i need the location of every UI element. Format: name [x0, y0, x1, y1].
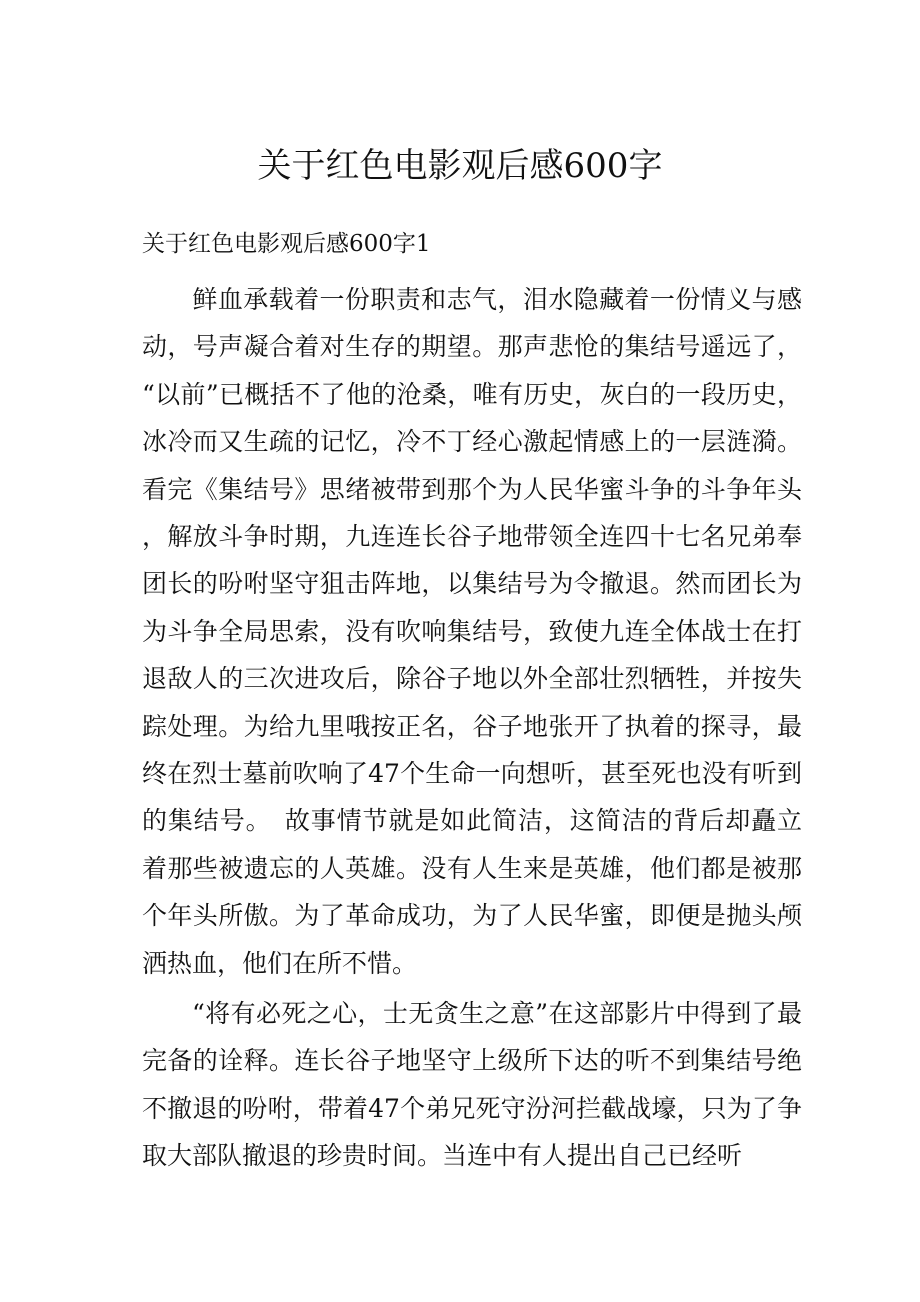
body-paragraph-2 [142, 990, 802, 1180]
document-title: 关于红色电影观后感600字 [257, 146, 663, 186]
paragraph-text: “将有必死之心，士无贪生之意”在这部影片中得到了最完备的诠释。连长谷子地坚守上级所下达的听不到集结号绝不撤退的吩咐，带着47个弟兄死守汾河拦截战壕，只为了争取大部队撤退的珍贵时间。当连中有人提出自己已经听 [142, 999, 802, 1171]
paragraph-text: 鲜血承载着一份职责和志气，泪水隐藏着一份情义与感动，号声凝合着对生存的期望。那声悲怆的集结号遥远了，“以前”已概括不了他的沧桑，唯有历史，灰白的一段历史，冰冷而又生疏的记忆，冷不丁经心激起情感上的一层涟漪。看完《集结号》思绪被带到那个为人民华蜜斗争的斗争年头，解放斗争时期，九连连长谷子地带领全连四十七名兄弟奉团长的吩咐坚守狙击阵地，以集结号为令撤退。然而团长为为斗争全局思索，没有吹响集结号，致使九连全体战士在打退敌人的三次进攻后，除谷子地以外全部壮烈牺牲，并按失踪处理。为给九里哦按正名，谷子地张开了执着的探寻，最终在烈士墓前吹响了47个生命一向想听，甚至死也没有听到的集结号。 故事情节就是如此简洁，这简洁的背后却矗立着那些被遗忘的人英雄。没有人生来是英雄，他们都是被那个年头所傲。为了革命成功，为了人民华蜜，即便是抛头颅洒热血，他们在所不惜。 [142, 285, 802, 978]
body-paragraph-1 [142, 276, 802, 987]
section-heading: 关于红色电影观后感600字1 [142, 231, 431, 257]
